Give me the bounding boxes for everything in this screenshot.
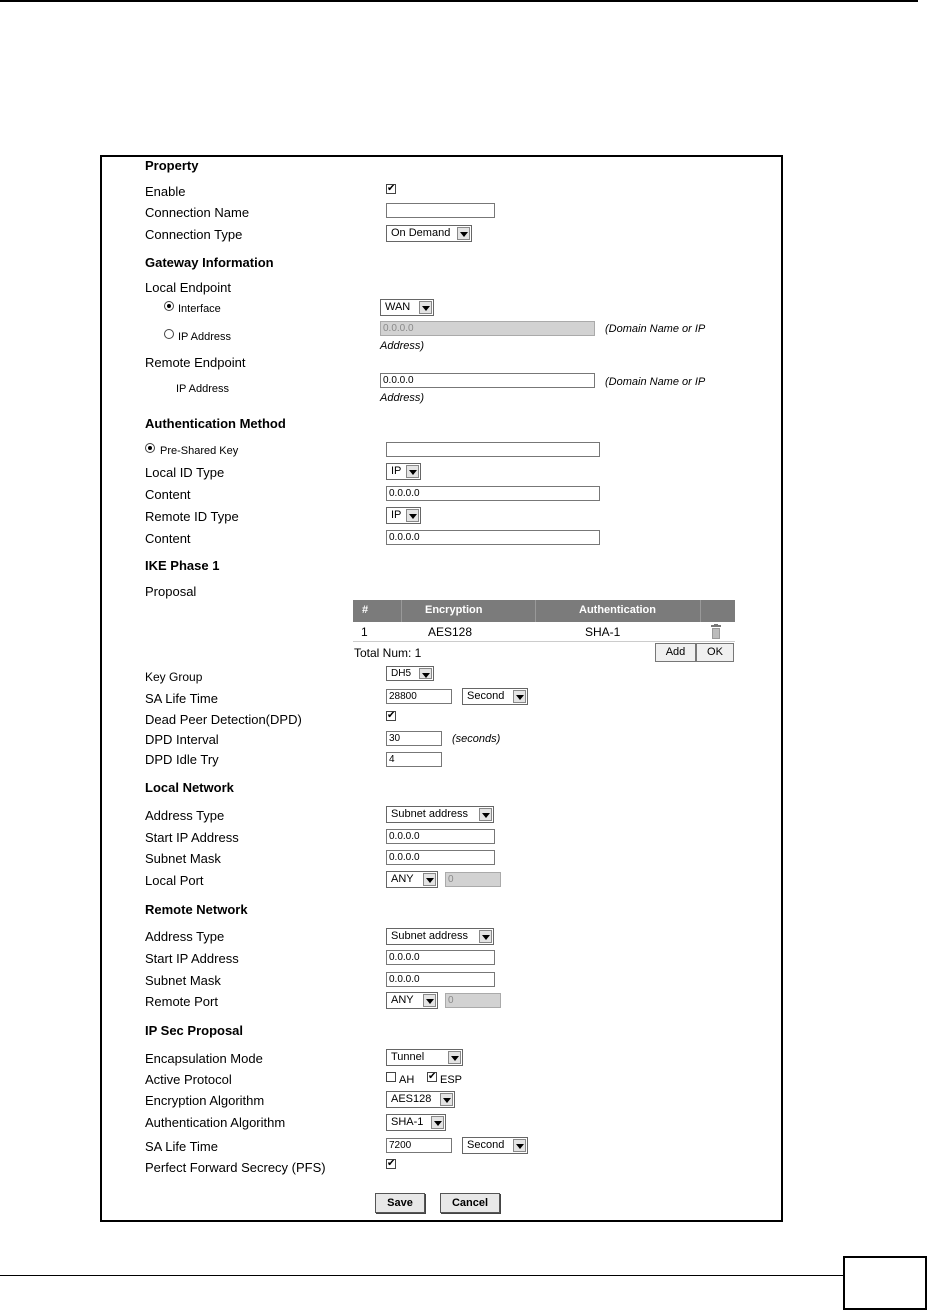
chevron-down-icon [479, 930, 492, 943]
connection-type-select[interactable] [386, 225, 472, 242]
auth-algo-value: SHA-1 [391, 1116, 424, 1128]
local-content-input[interactable]: 0.0.0.0 [386, 486, 600, 501]
remote-id-type-select[interactable] [386, 507, 421, 524]
remote-address-type-value: Subnet address [391, 930, 469, 942]
ok-button[interactable]: OK [696, 643, 734, 662]
interface-label: Interface [178, 303, 221, 315]
remote-endpoint-label: Remote Endpoint [145, 355, 246, 370]
ah-label: AH [399, 1074, 415, 1086]
active-protocol-label: Active Protocol [145, 1072, 232, 1087]
local-start-ip-input[interactable]: 0.0.0.0 [386, 829, 495, 844]
psk-input[interactable] [386, 442, 600, 457]
key-group-select[interactable] [386, 666, 434, 681]
encap-mode-value: Tunnel [391, 1051, 425, 1063]
enc-algo-value: AES128 [391, 1093, 432, 1105]
ip-address-radio[interactable] [164, 329, 174, 339]
remote-port-input[interactable]: 0 [445, 993, 501, 1008]
trash-icon[interactable] [710, 624, 722, 639]
dpd-interval-label: DPD Interval [145, 732, 219, 747]
remote-id-type-label: Remote ID Type [145, 509, 239, 524]
remote-port-value: ANY [391, 994, 414, 1006]
ipsec-sa-life-label: SA Life Time [145, 1139, 218, 1154]
remote-mask-input[interactable]: 0.0.0.0 [386, 972, 495, 987]
auth-algo-label: Authentication Algorithm [145, 1115, 286, 1130]
section-title-ike: IKE Phase 1 [145, 558, 220, 573]
section-title-gateway: Gateway Information [145, 255, 274, 270]
sa-life-input[interactable]: 28800 [386, 689, 452, 704]
row-num: 1 [361, 625, 368, 639]
enable-label: Enable [145, 184, 186, 199]
local-port-input[interactable]: 0 [445, 872, 501, 887]
local-port-select[interactable] [386, 871, 438, 888]
domain-note-remote-cont: Address) [380, 392, 425, 404]
section-title-auth: Authentication Method [145, 416, 286, 431]
key-group-label: Key Group [145, 670, 203, 684]
interface-radio[interactable] [164, 301, 174, 311]
pfs-label: Perfect Forward Secrecy (PFS) [145, 1160, 326, 1175]
connection-name-label: Connection Name [145, 205, 250, 220]
connection-type-value: On Demand [391, 227, 451, 239]
section-title-ipsec: IP Sec Proposal [145, 1023, 244, 1038]
row-encryption: AES128 [428, 625, 473, 639]
connection-name-input[interactable] [386, 203, 495, 218]
row-authentication: SHA-1 [585, 625, 621, 639]
local-mask-input[interactable]: 0.0.0.0 [386, 850, 495, 865]
remote-id-type-value: IP [391, 509, 402, 521]
ipsec-sa-life-unit-select[interactable] [462, 1137, 528, 1154]
chevron-down-icon [448, 1051, 461, 1064]
proposal-table-header [353, 600, 735, 622]
local-id-type-value: IP [391, 465, 402, 477]
col-num: # [362, 604, 369, 616]
enc-algo-select[interactable] [386, 1091, 455, 1108]
cancel-button[interactable]: Cancel [440, 1193, 500, 1213]
table-row [353, 622, 735, 642]
domain-note-cont: Address) [380, 340, 425, 352]
remote-content-label: Content [145, 531, 191, 546]
col-encryption: Encryption [425, 604, 483, 616]
encap-mode-label: Encapsulation Mode [145, 1051, 263, 1066]
domain-note-remote: (Domain Name or IP [605, 376, 706, 388]
save-button[interactable]: Save [375, 1193, 425, 1213]
dpd-idle-input[interactable]: 4 [386, 752, 442, 767]
interface-select[interactable] [380, 299, 434, 316]
section-title-local-network: Local Network [145, 780, 234, 795]
connection-type-label: Connection Type [145, 227, 243, 242]
dpd-checkbox[interactable]: ✔ [387, 710, 396, 721]
page-top-rule [0, 0, 918, 2]
domain-note: (Domain Name or IP [605, 323, 706, 335]
psk-radio[interactable] [145, 443, 155, 453]
local-mask-label: Subnet Mask [145, 851, 221, 866]
local-address-type-value: Subnet address [391, 808, 469, 820]
ipsec-sa-life-unit-value: Second [467, 1139, 505, 1151]
page-number-box [843, 1256, 927, 1310]
esp-label: ESP [440, 1074, 463, 1086]
total-num: Total Num: 1 [354, 646, 422, 660]
local-endpoint-label: Local Endpoint [145, 280, 232, 295]
interface-value: WAN [385, 301, 411, 313]
ip-address-label: IP Address [178, 331, 231, 343]
pfs-checkbox[interactable]: ✔ [387, 1158, 396, 1169]
chevron-down-icon [423, 994, 436, 1007]
local-port-label: Local Port [145, 873, 204, 888]
chevron-down-icon [419, 301, 432, 314]
dpd-interval-unit: (seconds) [452, 733, 501, 745]
add-button[interactable]: Add [655, 643, 696, 662]
chevron-down-icon [431, 1116, 444, 1129]
ipsec-sa-life-input[interactable]: 7200 [386, 1138, 452, 1153]
dpd-interval-input[interactable]: 30 [386, 731, 442, 746]
chevron-down-icon [406, 465, 419, 478]
esp-checkbox[interactable]: ✔ [428, 1071, 437, 1082]
local-address-type-select[interactable] [386, 806, 494, 823]
chevron-down-icon [419, 668, 432, 679]
psk-label: Pre-Shared Key [160, 445, 239, 457]
remote-address-type-label: Address Type [145, 929, 225, 944]
local-content-label: Content [145, 487, 191, 502]
local-port-value: ANY [391, 873, 414, 885]
remote-port-label: Remote Port [145, 994, 218, 1009]
chevron-down-icon [406, 509, 419, 522]
dpd-label: Dead Peer Detection(DPD) [145, 712, 302, 727]
sa-life-label: SA Life Time [145, 691, 218, 706]
col-authentication: Authentication [579, 604, 656, 616]
encap-mode-select[interactable] [386, 1049, 463, 1066]
chevron-down-icon [479, 808, 492, 821]
page-bottom-rule [0, 1275, 843, 1276]
remote-start-ip-label: Start IP Address [145, 951, 239, 966]
sa-life-unit-value: Second [467, 690, 505, 702]
sa-life-unit-select[interactable] [462, 688, 528, 705]
chevron-down-icon [440, 1093, 453, 1106]
dpd-idle-label: DPD Idle Try [145, 752, 219, 767]
local-address-type-label: Address Type [145, 808, 225, 823]
local-id-type-label: Local ID Type [145, 465, 225, 480]
auth-algo-select[interactable] [386, 1114, 446, 1131]
remote-content-input[interactable]: 0.0.0.0 [386, 530, 600, 545]
proposal-label: Proposal [145, 584, 197, 599]
local-ip-input[interactable]: 0.0.0.0 [380, 321, 595, 336]
remote-start-ip-input[interactable]: 0.0.0.0 [386, 950, 495, 965]
enable-checkbox[interactable]: ✔ [387, 183, 396, 194]
remote-address-type-select[interactable] [386, 928, 494, 945]
chevron-down-icon [513, 1139, 526, 1152]
chevron-down-icon [513, 690, 526, 703]
remote-ip-label: IP Address [176, 383, 229, 395]
local-start-ip-label: Start IP Address [145, 830, 239, 845]
local-id-type-select[interactable] [386, 463, 421, 480]
key-group-value: DH5 [391, 668, 412, 679]
chevron-down-icon [457, 227, 470, 240]
remote-ip-input[interactable]: 0.0.0.0 [380, 373, 595, 388]
ah-checkbox[interactable] [386, 1072, 396, 1082]
section-title-remote-network: Remote Network [145, 902, 248, 917]
remote-port-select[interactable] [386, 992, 438, 1009]
section-title-property: Property [145, 158, 199, 173]
remote-mask-label: Subnet Mask [145, 973, 221, 988]
chevron-down-icon [423, 873, 436, 886]
enc-algo-label: Encryption Algorithm [145, 1093, 265, 1108]
